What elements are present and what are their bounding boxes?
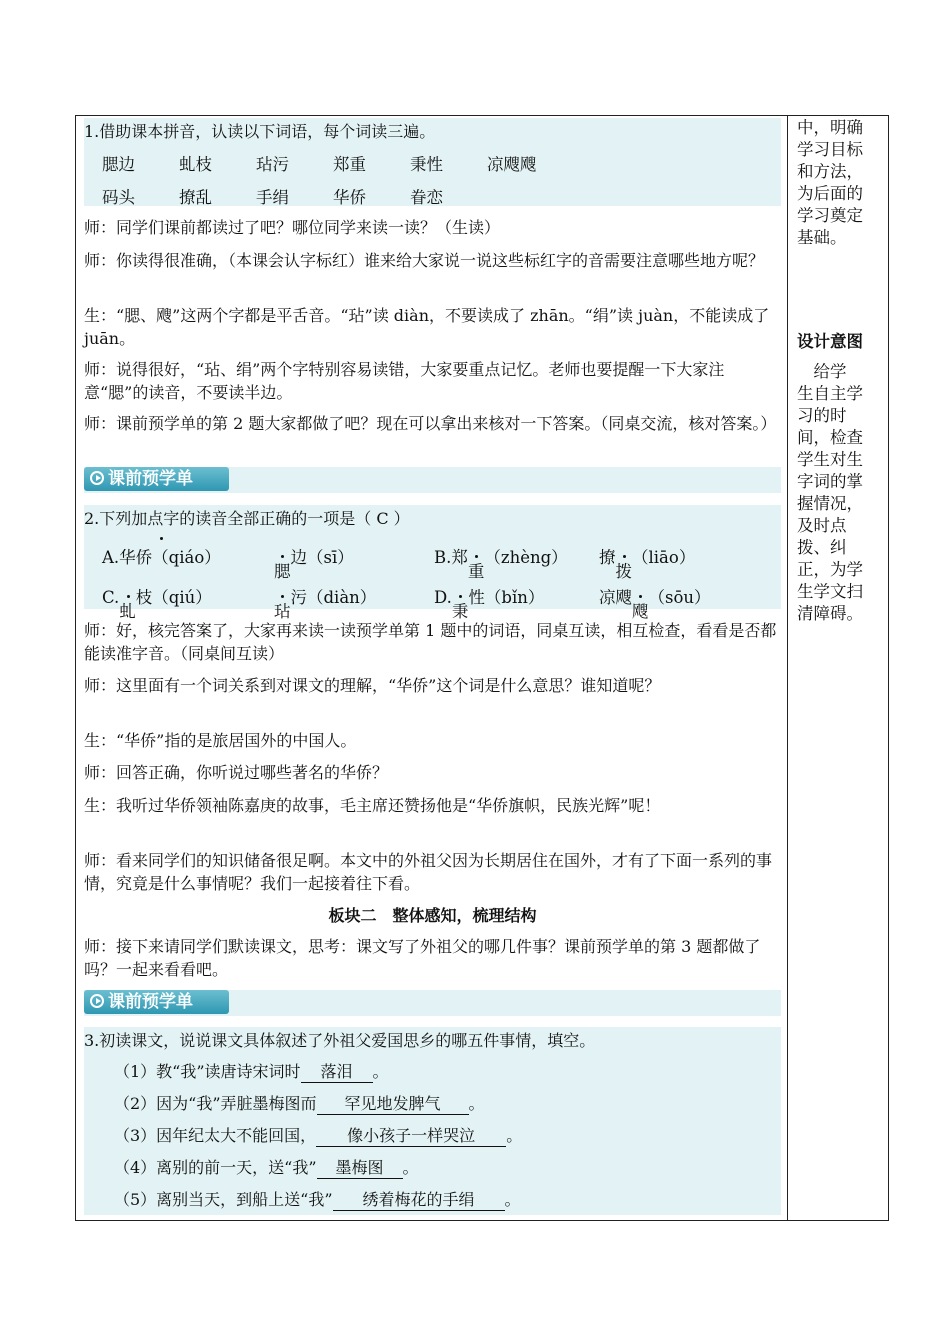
fill-item: （5）离别当天，到船上送“我” 绣着梅花的手绢 。 <box>114 1190 521 1209</box>
q2-row2 <box>84 570 781 621</box>
word: 虬枝 <box>179 155 212 174</box>
section-title: 板块二 整体感知，梳理结构 <box>328 906 537 925</box>
q3-box <box>84 1027 781 1215</box>
word: 华侨 <box>333 188 366 207</box>
side-top-text: 中，明确 学习目标 和方法， 为后面的 学习奠定 基础。 <box>797 118 863 247</box>
dialog-line: 生：“华侨”指的是旅居国外的中国人。 <box>84 731 357 750</box>
q2-title: 2.下列加点字的读音全部正确的一项是（ C ） <box>84 509 410 528</box>
dialog-line: 师：你读得很准确，（本课会认字标红）谁来给大家说一说这些标红字的音需要注意哪些地方呢？ <box>84 251 765 270</box>
option-a2: 腮边（sī） <box>274 548 354 581</box>
word: 玷污 <box>256 155 289 174</box>
word: 码头 <box>102 188 135 207</box>
word: 郑重 <box>333 155 366 174</box>
dialog-line: 师：这里面有一个词关系到对课文的理解，“华侨”这个词是什么意思？谁知道呢？ <box>84 676 661 695</box>
dialog-line: 师：回答正确，你听说过哪些著名的华侨？ <box>84 763 389 782</box>
dialog-line: 师：看来同学们的知识储备很足啊。本文中的外祖父因为长期居住在国外，才有了下面一系列的事情，究竟是什么事情呢？我们一起接着往下看。 <box>84 851 773 893</box>
word: 撩乱 <box>179 188 212 207</box>
preview-banner <box>84 467 781 493</box>
fill-answer: 墨梅图 <box>317 1158 403 1179</box>
q2-box <box>84 505 781 621</box>
design-intent-heading: 设计意图 <box>797 332 863 351</box>
word: 眷恋 <box>410 188 443 207</box>
option-d2: 凉飕飕（sōu） <box>599 588 711 621</box>
option-a: A.华侨（qiáo） <box>102 548 221 567</box>
dialog-line: 师：说得很好，“玷、绢”两个字特别容易读错，大家要重点记忆。老师也要提醒一下大家注意“腮”的读音，不要读半边。 <box>84 360 725 402</box>
word: 手绢 <box>256 188 289 207</box>
word: 秉性 <box>410 155 443 174</box>
preview-tag <box>84 467 229 491</box>
option-b2: 撩拨（liāo） <box>599 548 696 581</box>
dialog-line: 生：“腮、飕”这两个字都是平舌音。“玷”读 diàn，不要读成了 zhān。“绢”读 juàn，不能读成了 juān。 <box>84 306 770 348</box>
play-icon <box>90 471 104 485</box>
fill-item: （3）因年纪太大不能回国， 像小孩子一样哭泣 。 <box>114 1126 523 1145</box>
dialog-line: 师：接下来请同学们默读课文，思考：课文写了外祖父的哪几件事？课前预学单的第 3 题都做了吗？一起来看看吧。 <box>84 937 761 979</box>
dialog-line: 师：课前预学单的第 2 题大家都做了吧？现在可以拿出来核对一下答案。（同桌交流，核对答案。） <box>84 414 777 433</box>
q3-title: 3.初读课文，说说课文具体叙述了外祖父爱国思乡的哪五件事情，填空。 <box>84 1031 596 1050</box>
option-c: C.虬枝（qiú） <box>102 588 212 621</box>
q1-box <box>84 118 781 206</box>
fill-answer: 罕见地发脾气 <box>317 1094 469 1115</box>
q2-row1 <box>84 530 781 581</box>
fill-answer: 落泪 <box>301 1062 373 1083</box>
side-column <box>797 116 877 625</box>
fill-answer: 像小孩子一样哭泣 <box>316 1126 506 1147</box>
design-intent-body: 给学 生自主学 习的时 间，检查 学生对生 字词的掌 握情况， 及时点 拨、纠 正，为学 生学文扫 清障碍。 <box>797 362 863 623</box>
q1-row2 <box>84 184 781 208</box>
dialog-line: 师：好，核完答案了，大家再来读一读预学单第 1 题中的词语，同桌互读，相互检查，看看是否都能读准字音。（同桌间互读） <box>84 621 777 663</box>
fill-item: （1）教“我”读唐诗宋词时 落泪 。 <box>114 1062 389 1081</box>
option-d: D.秉性（bǐn） <box>434 588 545 621</box>
banner-label: 课前预学单 <box>108 992 193 1012</box>
fill-item: （2）因为“我”弄脏墨梅图而 罕见地发脾气 。 <box>114 1094 485 1113</box>
word: 腮边 <box>102 155 135 174</box>
preview-tag <box>84 990 229 1014</box>
option-c2: 玷污（diàn） <box>274 588 377 621</box>
q1-title: 1.借助课本拼音，认读以下词语，每个词读三遍。 <box>84 122 436 141</box>
preview-banner <box>84 990 781 1016</box>
lesson-table <box>75 115 889 1221</box>
fill-item: （4）离别的前一天，送“我” 墨梅图 。 <box>114 1158 419 1177</box>
word: 凉飕飕 <box>487 155 537 174</box>
option-b: B.郑重（zhèng） <box>434 548 568 581</box>
column-divider <box>787 116 788 1220</box>
play-icon <box>90 994 104 1008</box>
dialog-line: 师：同学们课前都读过了吧？哪位同学来读一读？（生读） <box>84 218 501 237</box>
q1-row1 <box>84 151 781 175</box>
banner-label: 课前预学单 <box>108 469 193 489</box>
dialog-line: 生：我听过华侨领袖陈嘉庚的故事，毛主席还赞扬他是“华侨旗帜，民族光辉”呢！ <box>84 796 661 815</box>
fill-answer: 绣着梅花的手绢 <box>333 1190 505 1211</box>
